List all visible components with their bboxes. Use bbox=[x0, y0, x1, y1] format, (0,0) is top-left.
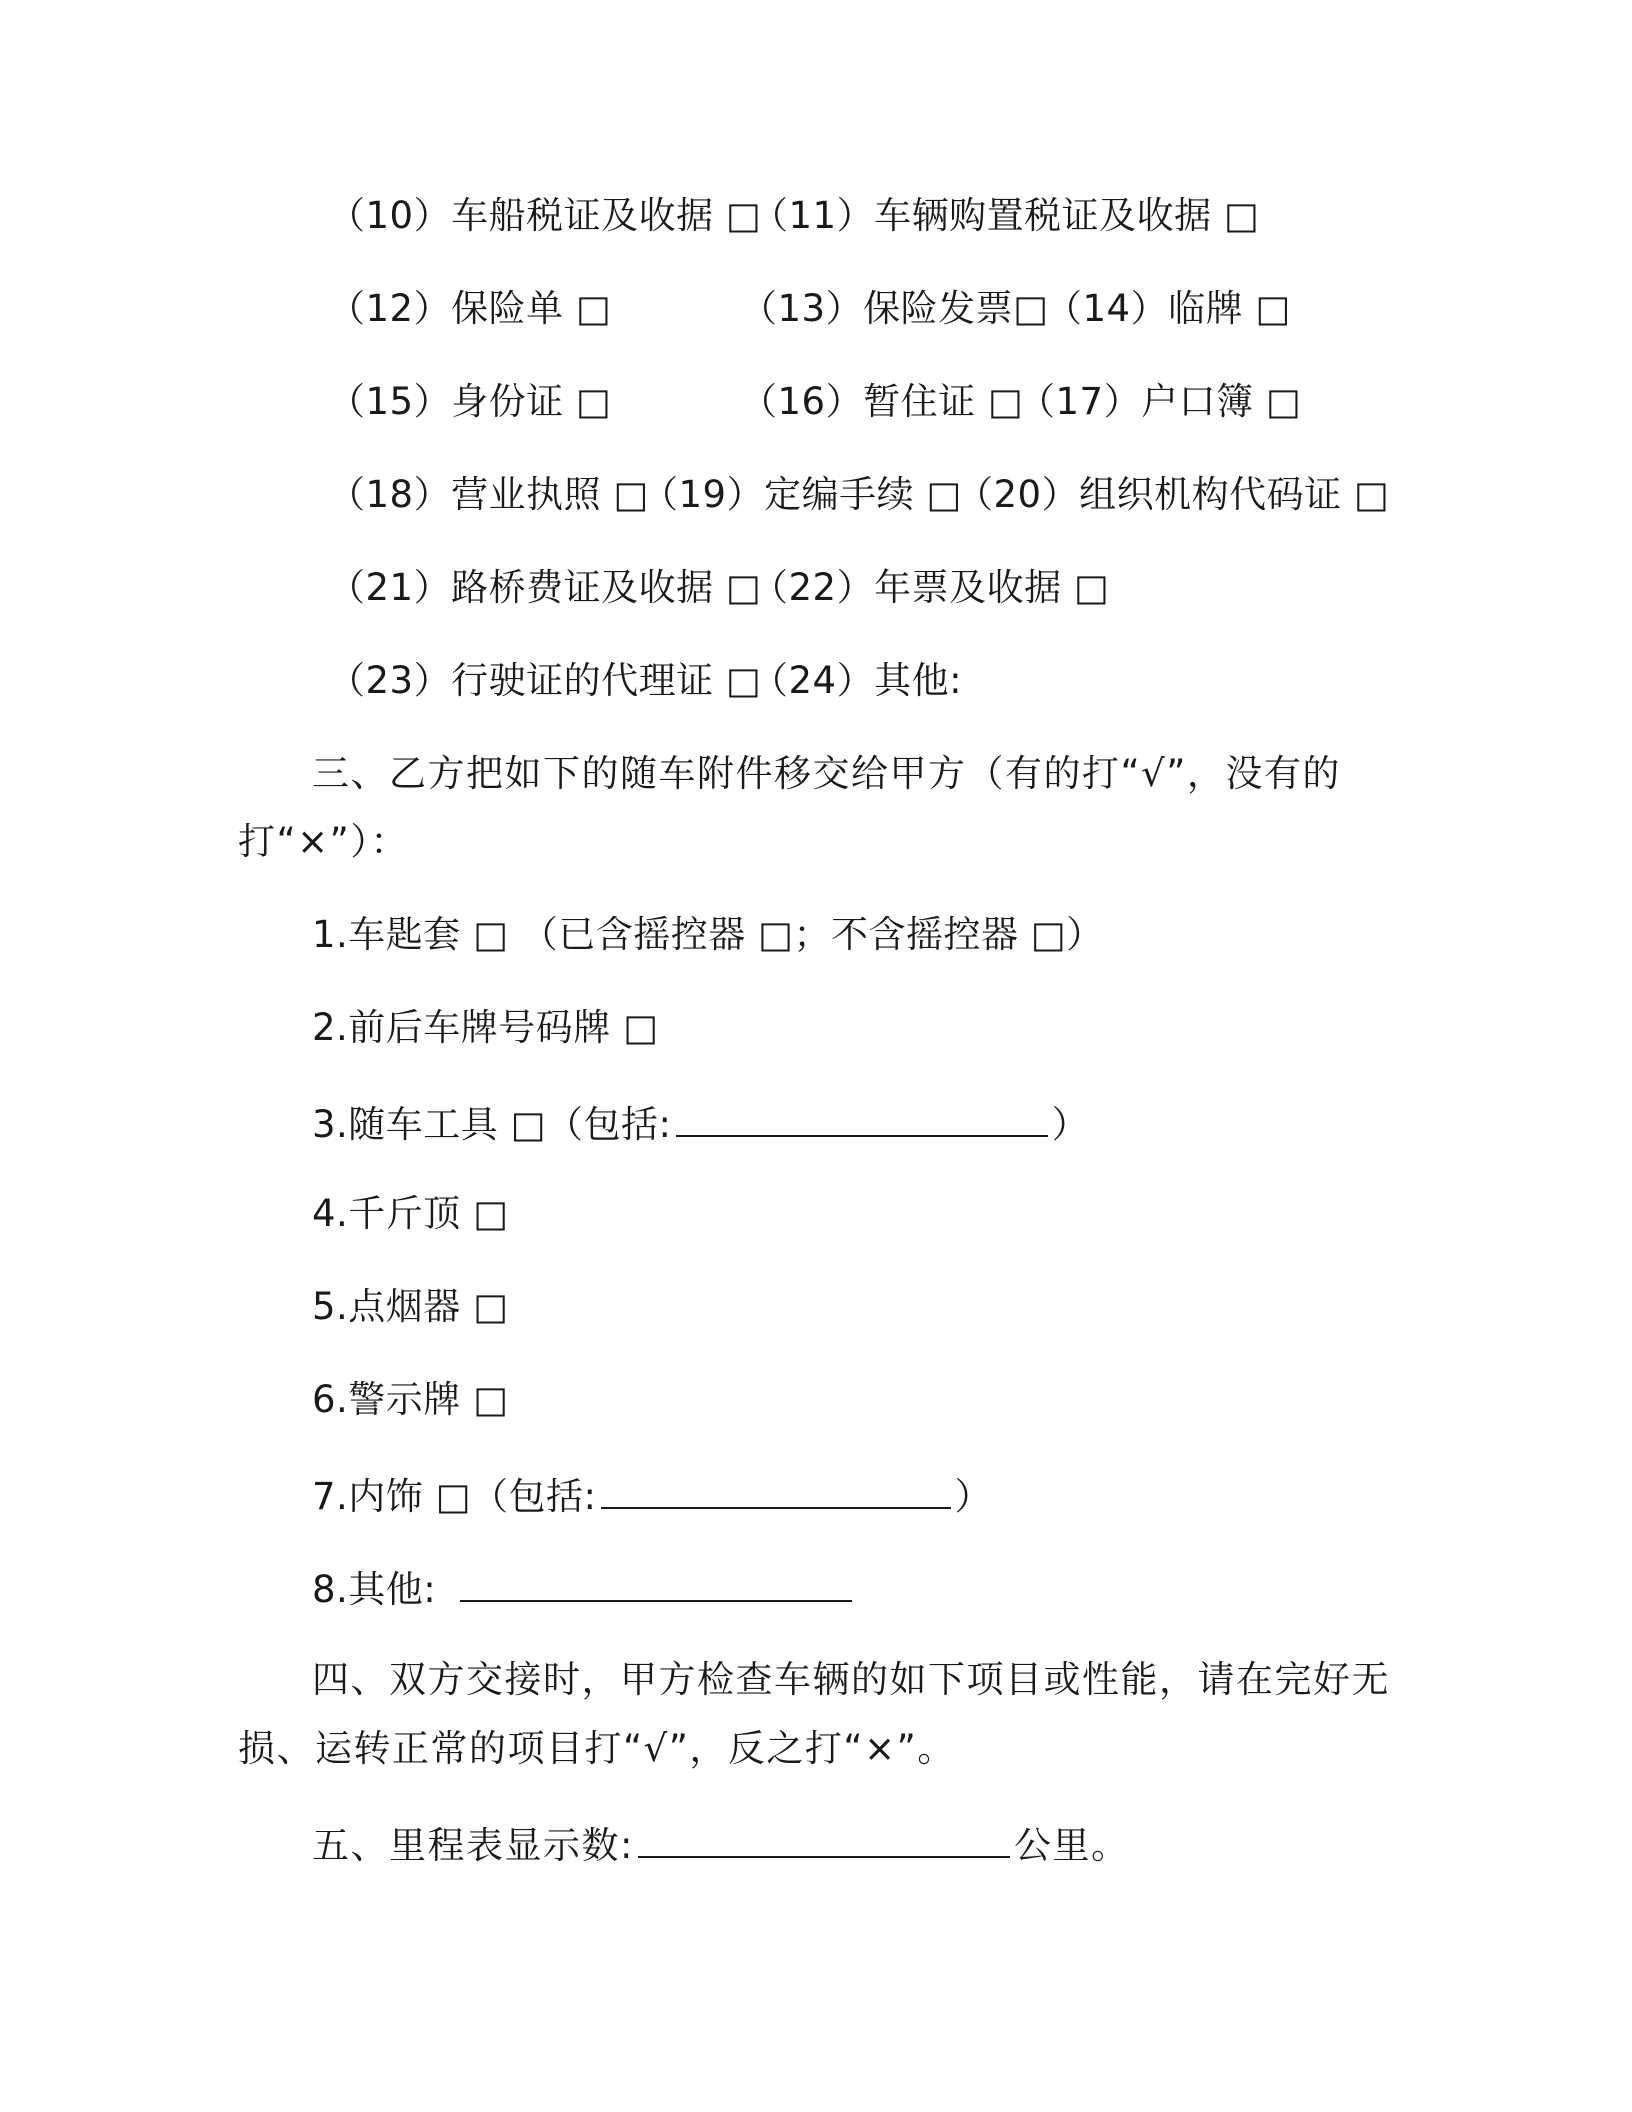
attachment-item-4: 4.千斤顶 □ bbox=[312, 1192, 509, 1235]
doc-item-18: （18）营业执照 □ bbox=[328, 473, 649, 516]
section-5-odometer bbox=[312, 1820, 1412, 1867]
interior-blank-line[interactable] bbox=[601, 1471, 951, 1509]
attachment-item-7-close: ） bbox=[954, 1475, 992, 1518]
doc-item-13: （13）保险发票□ bbox=[740, 287, 1049, 330]
attachment-item-7 bbox=[312, 1471, 1412, 1518]
doc-row-6 bbox=[328, 659, 1428, 703]
odometer-unit: 公里。 bbox=[1013, 1824, 1130, 1867]
doc-row-4 bbox=[328, 473, 1428, 517]
doc-item-14: （14）临牌 □ bbox=[1045, 287, 1291, 330]
attachment-item-8-label: 8.其他: bbox=[312, 1568, 437, 1611]
attachment-item-2: 2.前后车牌号码牌 □ bbox=[312, 1006, 659, 1049]
tools-blank-line[interactable] bbox=[676, 1099, 1048, 1137]
other-blank-line[interactable] bbox=[460, 1564, 852, 1602]
doc-item-24: （24）其他: bbox=[751, 659, 963, 702]
section-3-line-1: 三、乙方把如下的随车附件移交给甲方（有的打“√”，没有的 bbox=[312, 752, 1341, 795]
doc-item-23: （23）行驶证的代理证 □ bbox=[328, 659, 762, 702]
attachment-item-1: 1.车匙套 □ （已含摇控器 □；不含摇控器 □） bbox=[312, 913, 1104, 956]
section-4-line-1: 四、双方交接时，甲方检查车辆的如下项目或性能，请在完好无 bbox=[312, 1658, 1390, 1701]
attachment-item-3 bbox=[312, 1099, 1412, 1146]
doc-item-20: （20）组织机构代码证 □ bbox=[956, 473, 1390, 516]
attachment-item-8 bbox=[312, 1564, 1412, 1611]
doc-item-10: （10）车船税证及收据 □ bbox=[328, 194, 762, 237]
doc-row-3 bbox=[328, 380, 1428, 424]
doc-row-2 bbox=[328, 287, 1428, 331]
odometer-blank-line[interactable] bbox=[638, 1820, 1010, 1858]
attachment-item-3-label: 3.随车工具 □（包括: bbox=[312, 1103, 672, 1146]
attachment-item-5: 5.点烟器 □ bbox=[312, 1285, 509, 1328]
attachment-item-7-label: 7.内饰 □（包括: bbox=[312, 1475, 597, 1518]
attachment-item-6: 6.警示牌 □ bbox=[312, 1378, 509, 1421]
doc-item-17: （17）户口簿 □ bbox=[1018, 380, 1302, 423]
attachment-item-3-close: ） bbox=[1051, 1103, 1089, 1146]
doc-item-16: （16）暂住证 □ bbox=[740, 380, 1024, 423]
doc-row-1 bbox=[328, 194, 1428, 238]
section-3-line-2: 打“×”）： bbox=[238, 820, 409, 863]
doc-item-22: （22）年票及收据 □ bbox=[751, 566, 1110, 609]
section-4-line-2: 损、运转正常的项目打“√”，反之打“×”。 bbox=[238, 1727, 956, 1770]
doc-item-19: （19）定编手续 □ bbox=[641, 473, 962, 516]
doc-item-15: （15）身份证 □ bbox=[328, 380, 612, 423]
odometer-label: 五、里程表显示数: bbox=[312, 1824, 634, 1867]
doc-item-12: （12）保险单 □ bbox=[328, 287, 612, 330]
doc-item-11: （11）车辆购置税证及收据 □ bbox=[751, 194, 1260, 237]
doc-row-5 bbox=[328, 566, 1428, 610]
doc-item-21: （21）路桥费证及收据 □ bbox=[328, 566, 762, 609]
